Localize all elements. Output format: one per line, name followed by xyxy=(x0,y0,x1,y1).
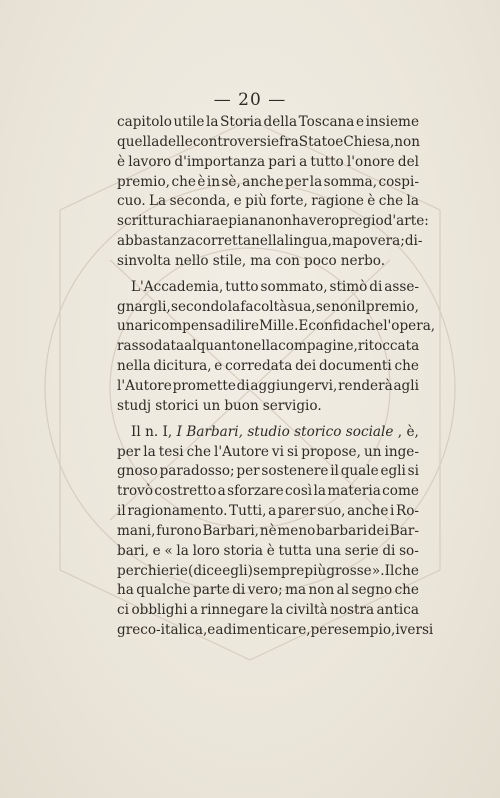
text-line: Il n. I, I Barbari, studio storico sociale , è, xyxy=(131,423,419,440)
text-line: abbastanza corretta nella lingua, ma povera; di- xyxy=(117,233,423,250)
text-line: cuo. La seconda, e più forte, ragione è che la xyxy=(117,193,419,210)
text-line: scrittura chiara e piana non ha vero pregio d'arte: xyxy=(117,213,429,230)
page-number: — 20 — xyxy=(213,90,287,110)
text-line: l'Autore promette di aggiungervi, renderà agli xyxy=(117,377,419,394)
text-line: sinvolta nello stile, ma con poco nerbo. xyxy=(117,252,386,269)
text-line: quella delle controversie fra Stato e Chiesa, non xyxy=(117,133,420,150)
text-line: greco-italica, e a dimenticare, per esempio, i versi xyxy=(117,622,434,639)
text-line: nella dicitura, e corredata dei documenti che xyxy=(117,358,419,375)
text-line: una ricompensa di lire Mille. E confida che l'opera, xyxy=(117,318,436,335)
text-line: per la tesi che l'Autore vi si propose, un inge- xyxy=(117,443,419,460)
text-line: gnoso paradosso; per sostenere il quale egli si xyxy=(117,463,419,480)
text-line: rassodata alquanto nella compagine, ritoccata xyxy=(117,338,420,355)
body-text xyxy=(117,113,436,641)
text-line: bari, e « la loro storia è tutta una serie di so- xyxy=(117,542,419,559)
text-line: ci obblighi a rinnegare la civiltà nostra antica xyxy=(117,602,419,619)
text-line: mani, furono Barbari, nè meno barbari dei Bar- xyxy=(117,522,419,539)
text-line: perchierie (dice egli) sempre più grosse ». Il che xyxy=(117,562,419,579)
text-line: premio, che è in sè, anche per la somma, cospi- xyxy=(117,173,419,190)
text-line: ha qualche parte di vero; ma non al segno che xyxy=(117,582,419,599)
text-line: trovò costretto a sforzare così la materia come xyxy=(117,483,419,500)
text-line: gnargli, secondo la facoltà sua, se non il premio, xyxy=(117,298,419,315)
text-line: il ragionamento. Tutti, a parer suo, anche i Ro- xyxy=(117,503,419,520)
text-line: capitolo utile la Storia della Toscana e insieme xyxy=(117,114,419,130)
text-line: L'Accademia, tutto sommato, stimò di asse- xyxy=(131,278,419,295)
text-line: studj storici un buon servigio. xyxy=(117,397,322,414)
text-line: è lavoro d'importanza pari a tutto l'onore del xyxy=(117,153,419,170)
